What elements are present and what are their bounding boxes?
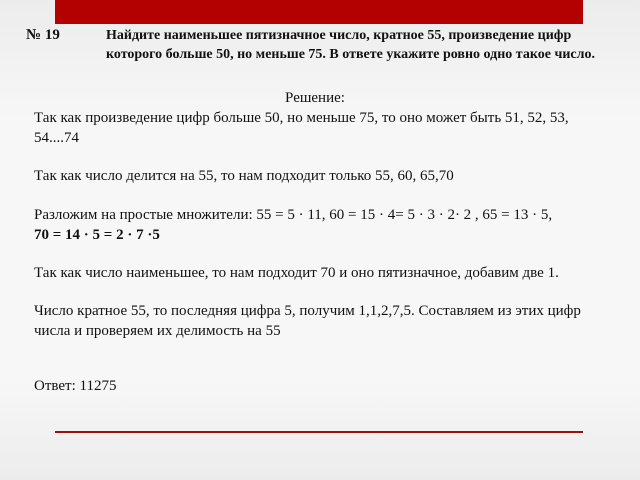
factorization-line-1: Разложим на простые множители: 55 = 5 · 11, 60 = 15 · 4= 5 · 3 · 2· 2 , 65 = 13 · 5, bbox=[34, 207, 553, 223]
task-statement: Найдите наименьшее пятизначное число, кратное 55, произведение цифр которого больше 50, но меньше 75. В ответе укажите ровно одно такое число. bbox=[106, 28, 595, 62]
answer-text: Ответ: 11275 bbox=[34, 378, 117, 394]
solution-paragraph-last-digit: Число кратное 55, то последняя цифра 5, получим 1,1,2,7,5. Составляем из этих цифр числа и проверяем их делимость на 55 bbox=[34, 303, 581, 339]
solution-paragraph-smallest: Так как число наименьшее, то нам подходит 70 и оно пятизначное, добавим две 1. bbox=[34, 265, 559, 281]
top-accent-bar bbox=[55, 0, 583, 24]
solution-heading: Решение: bbox=[285, 90, 345, 106]
factorization-line-2: 70 = 14 · 5 = 2 · 7 ·5 bbox=[34, 227, 160, 243]
task-number: № 19 bbox=[26, 27, 60, 43]
solution-paragraph-product-range: Так как произведение цифр больше 50, но меньше 75, то оно может быть 51, 52, 53, 54....74 bbox=[34, 110, 569, 146]
bottom-divider-line bbox=[55, 431, 583, 433]
solution-paragraph-factorization bbox=[34, 205, 614, 245]
solution-paragraph-divisibility: Так как число делится на 55, то нам подходит только 55, 60, 65,70 bbox=[34, 168, 454, 184]
